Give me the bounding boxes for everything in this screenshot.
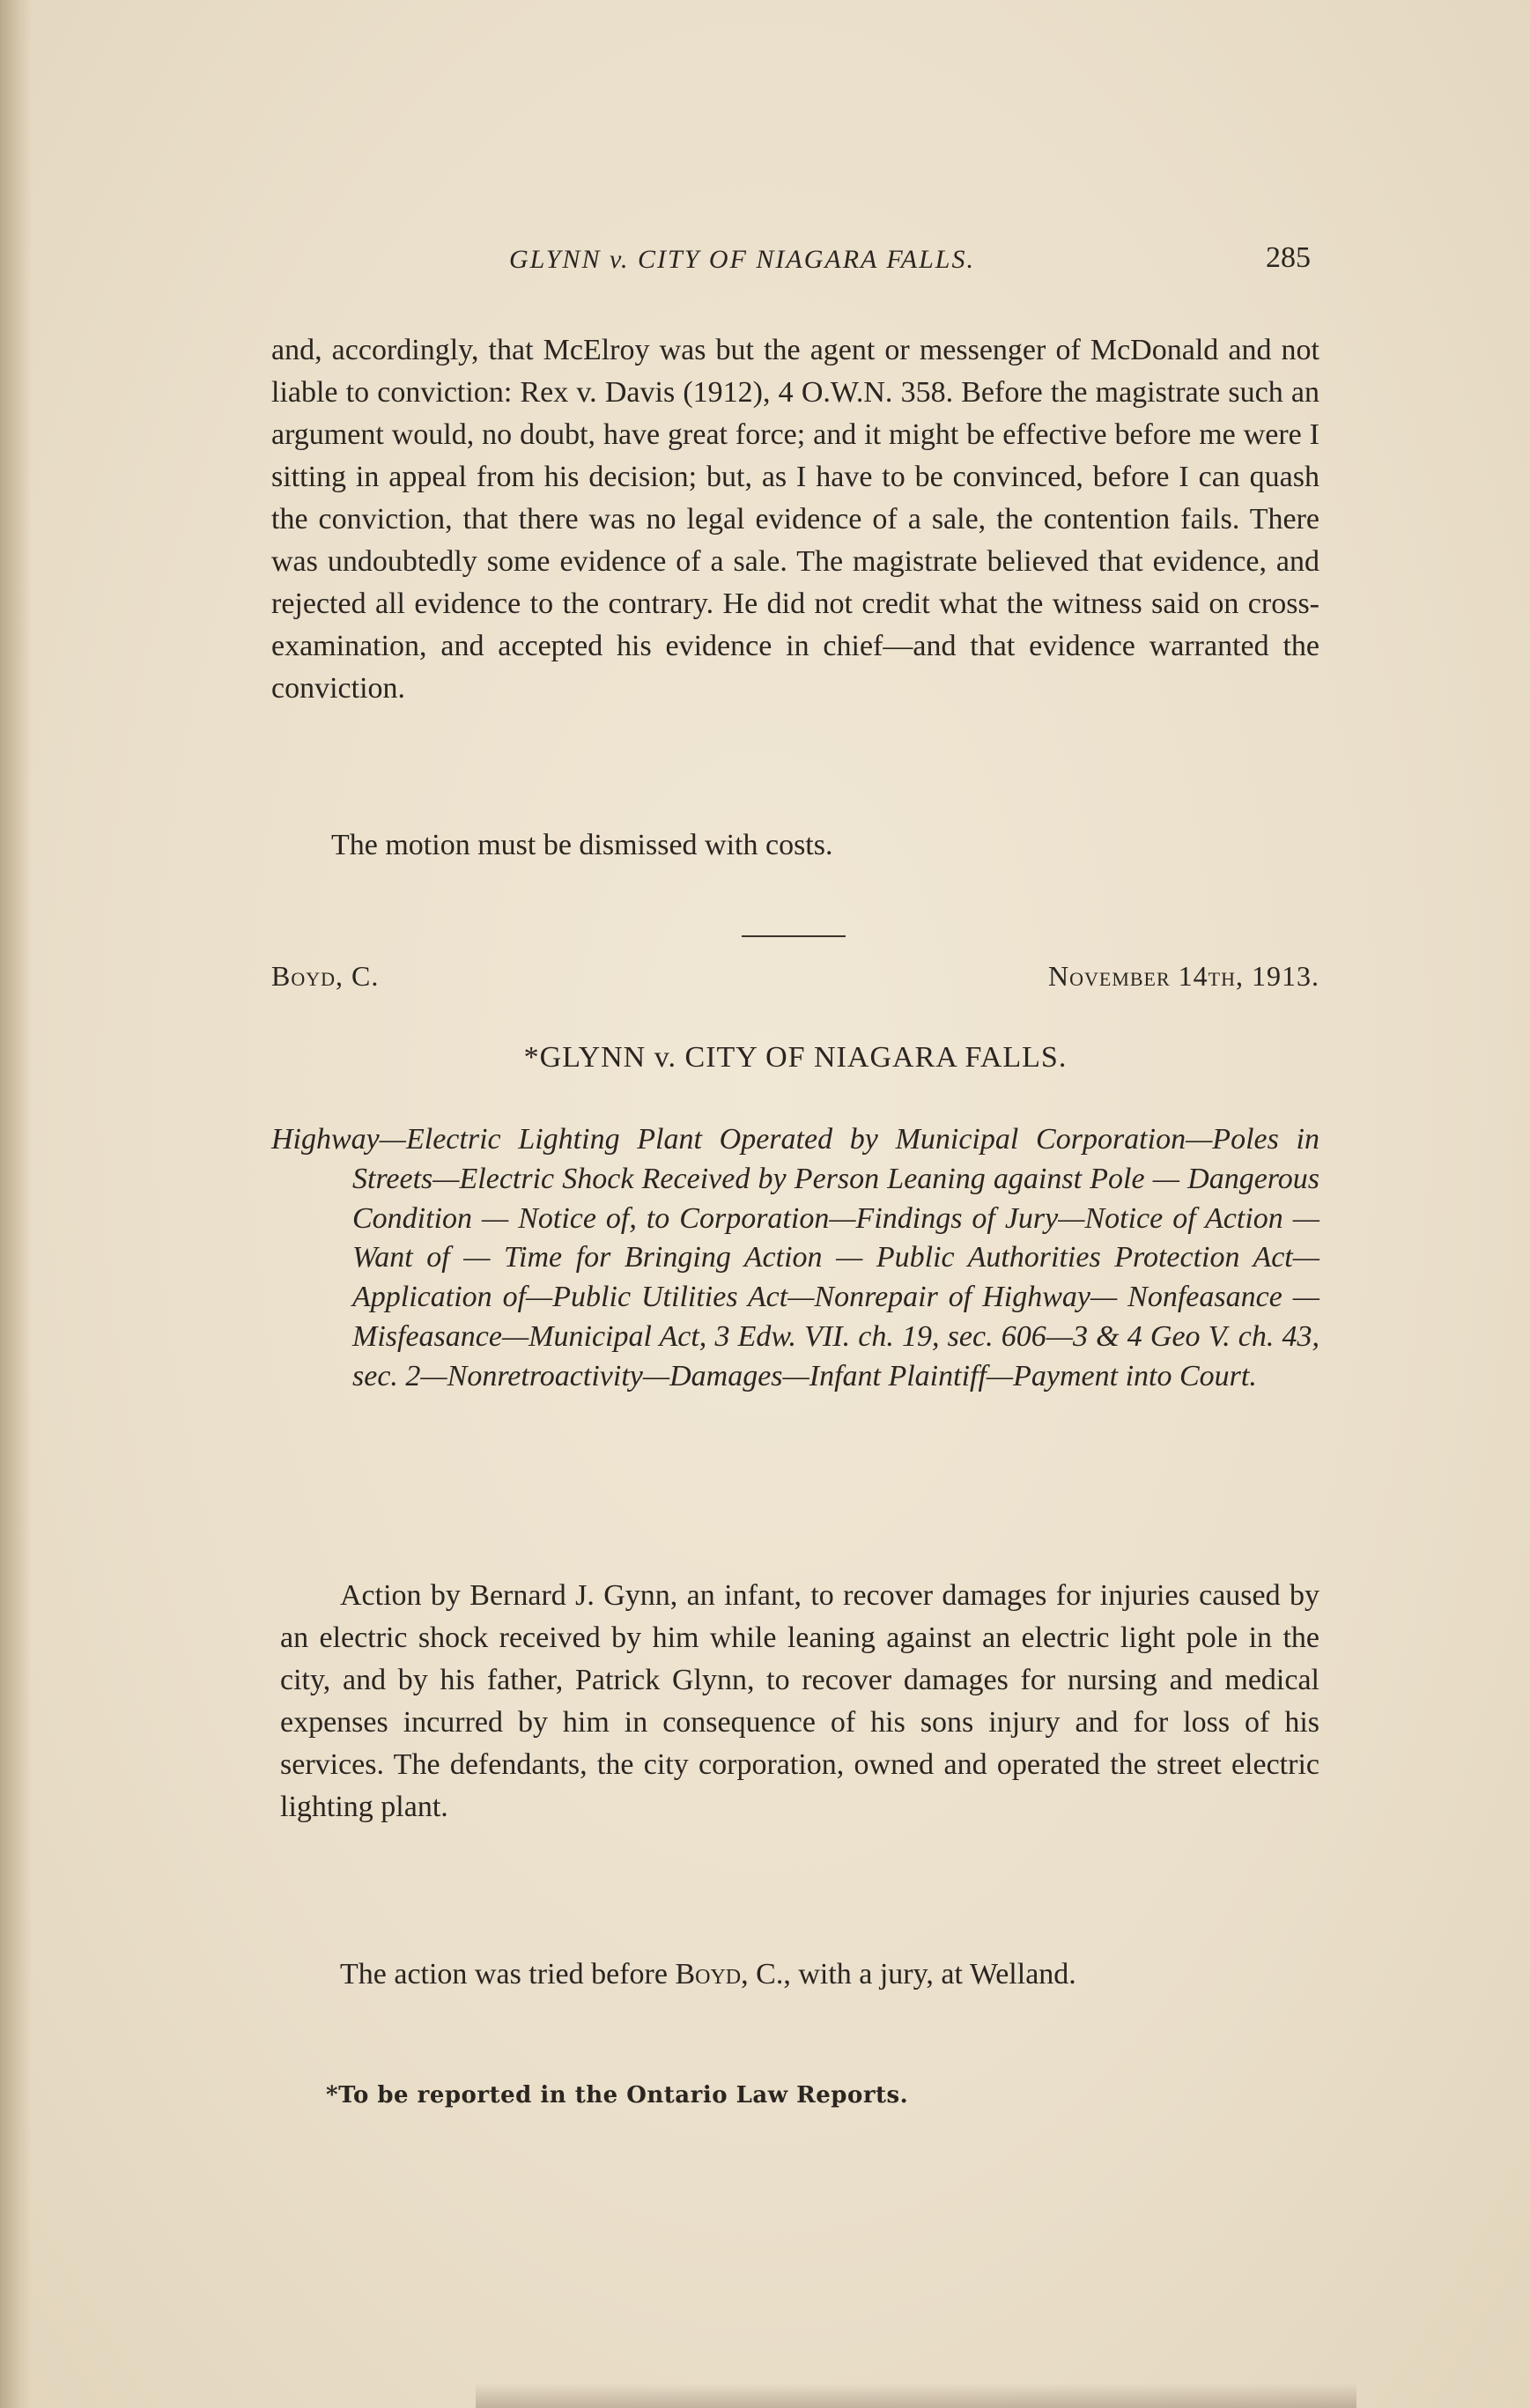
trial-judge-name: Boyd [675, 1958, 742, 1991]
paragraph-trial-note [280, 1954, 1319, 1996]
page-bottom-wear [476, 2383, 1356, 2408]
page-spine-shadow [0, 0, 32, 2408]
running-head-title: GLYNN v. CITY OF NIAGARA FALLS. [509, 245, 975, 274]
trial-note-suffix: , C., with a jury, at Welland. [741, 1958, 1076, 1991]
judge-date-line [271, 960, 1319, 1002]
page-number: 285 [1266, 241, 1311, 274]
running-head [271, 241, 1311, 284]
paragraph-action-description: Action by Bernard J. Gynn, an infant, to recover damages for injuries caused by an electric shock received by him while leaning against an electric light pole in the city, and by his father, Patrick Glynn, to recover damages for nursing and medical expenses incurred by him in consequence of his sons injury and for loss of his services. The defendants, the city corporation, owned and operated the street electric lighting plant. [280, 1579, 1319, 1823]
judge-name: Boyd, C. [271, 960, 380, 992]
decision-date: November 14th, 1913. [1048, 960, 1319, 992]
case-title: *GLYNN v. CITY OF NIAGARA FALLS. [523, 1041, 1068, 1074]
section-divider [742, 935, 846, 937]
headnote: Highway—Electric Lighting Plant Operated by Municipal Corporation—Poles in Streets—Electric Shock Received by Person Leaning against Pole — Dangerous Condition — Notice of, to Corporation—Findings of Jury—Notice of Action — Want of — Time for Bringing Action — Public Authorities Protection Act—Application of—Public Utilities Act—Nonrepair of Highway— Nonfeasance — Misfeasance—Municipal Act, 3 Edw. VII. ch. 19, sec. 606—3 & 4 Geo V. ch. 43, sec. 2—Nonretroactivity—Damages—Infant Plaintiff—Payment into Court. [271, 1123, 1319, 1392]
paragraph-continued: and, accordingly, that McElroy was but the agent or messenger of McDonald and not liable to conviction: Rex v. Davis (1912), 4 O.W.N. 358. Before the magistrate such an argument would, no doubt, have great force; and it might be effective before me were I sitting in appeal from his decision; but, as I have to be convinced, before I can quash the conviction, that there was no legal evidence of a sale, the contention fails. There was undoubtedly some evidence of a sale. The magistrate believed that evidence, and rejected all evidence to the contrary. He did not credit what the witness said on cross-examination, and accepted his evidence in chief—and that evidence warranted the conviction. [271, 334, 1319, 705]
trial-note-prefix: The action was tried before [340, 1958, 676, 1991]
footnote: *To be reported in the Ontario Law Reports. [326, 2082, 909, 2109]
paragraph-motion-dismissed: The motion must be dismissed with costs. [331, 829, 833, 861]
